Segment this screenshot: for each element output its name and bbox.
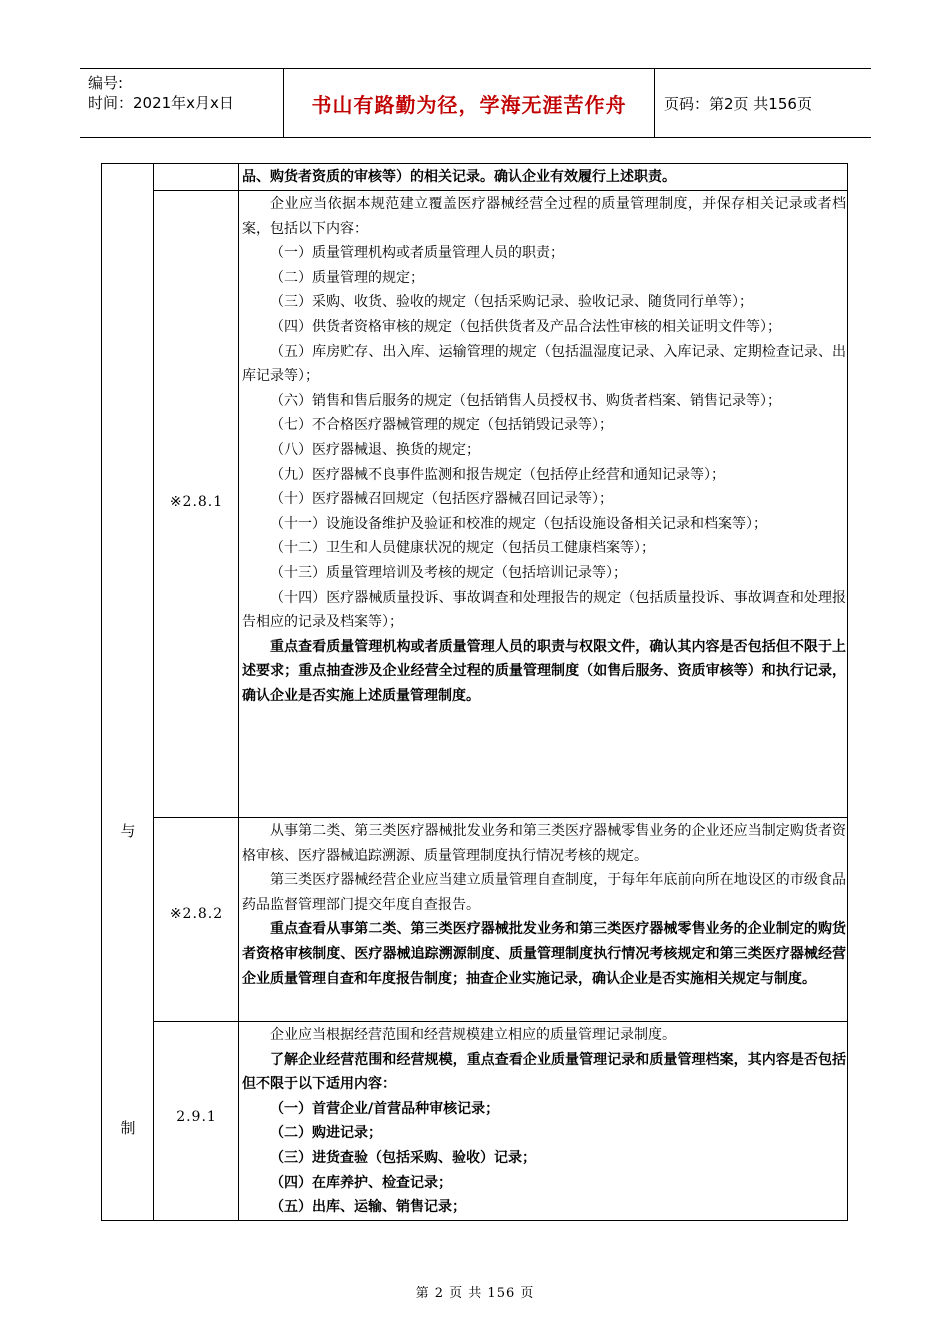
paragraph: 企业应当依据本规范建立覆盖医疗器械经营全过程的质量管理制度，并保存相关记录或者档案，包括以下内容： (242, 196, 846, 237)
paragraph: （五）库房贮存、出入库、运输管理的规定（包括温湿度记录、入库记录、定期检查记录、出库记录等）； (242, 343, 846, 385)
number-label: 编号: (88, 74, 124, 92)
row-divider (154, 817, 848, 818)
section-char: 制 (120, 1119, 136, 1137)
paragraph: （五）出库、运输、销售记录； (270, 1199, 466, 1216)
paragraph: （一）首营企业/首营品种审核记录； (270, 1100, 500, 1117)
paragraph: （三）进货查验（包括采购、验收）记录； (270, 1149, 536, 1166)
paragraph: （九）医疗器械不良事件监测和报告规定（包括停止经营和通知记录等）； (270, 466, 725, 483)
paragraph: 第三类医疗器械经营企业应当建立质量管理自查制度，于每年年底前向所在地设区的市级食品药品监督管理部门提交年度自查报告。 (242, 872, 846, 913)
paragraph: （七）不合格医疗器械管理的规定（包括销毁记录等）； (270, 417, 613, 434)
header-meta (88, 73, 234, 113)
section-char: 与 (120, 822, 136, 840)
paragraph: （四）供货者资格审核的规定（包括供货者及产品合法性审核的相关证明文件等）； (270, 318, 781, 335)
paragraph: （二）购进记录； (270, 1125, 382, 1142)
item-code: 2.9.1 (176, 1109, 217, 1125)
paragraph: 企业应当根据经营范围和经营规模建立相应的质量管理记录制度。 (270, 1027, 676, 1043)
item-code: ※2.8.1 (169, 494, 224, 510)
paragraph: 了解企业经营范围和经营规模，重点查看企业质量管理记录和质量管理档案，其内容是否包括但不限于以下适用内容： (242, 1051, 846, 1093)
paragraph: 品、购货者资质的审核等）的相关记录。确认企业有效履行上述职责。 (242, 169, 676, 185)
row-divider (154, 190, 848, 191)
header-divider (654, 69, 655, 137)
paragraph: （十）医疗器械召回规定（包括医疗器械召回记录等）； (270, 491, 613, 508)
paragraph: （十四）医疗器械质量投诉、事故调查和处理报告的规定（包括质量投诉、事故调查和处理报告相应的记录及档案等）； (242, 589, 846, 631)
time-label: 时间：2021年x月x日 (88, 94, 234, 112)
paragraph: （一）质量管理机构或者质量管理人员的职责； (270, 245, 564, 262)
paragraph: （二）质量管理的规定； (270, 269, 424, 286)
paragraph: 从事第二类、第三类医疗器械批发业务和第三类医疗器械零售业务的企业还应当制定购货者资格审核、医疗器械追踪溯源、质量管理制度执行情况考核的规定。 (242, 823, 846, 864)
inspection-table (101, 163, 848, 1221)
column-divider (153, 164, 154, 1220)
header-motto: 书山有路勤为径，学海无涯苦作舟 (311, 93, 627, 117)
document-header (80, 68, 871, 138)
paragraph: （四）在库养护、检查记录； (270, 1174, 452, 1191)
paragraph: 重点查看质量管理机构或者质量管理人员的职责与权限文件，确认其内容是否包括但不限于上述要求；重点抽查涉及企业经营全过程的质量管理制度（如售后服务、资质审核等）和执行记录，确认企业是否实施上述质量管理制度。 (242, 638, 846, 704)
item-code: ※2.8.2 (169, 906, 224, 922)
table-row-content (239, 192, 848, 708)
table-row-content (239, 819, 848, 991)
paragraph: 重点查看从事第二类、第三类医疗器械批发业务和第三类医疗器械零售业务的企业制定的购货者资格审核制度、医疗器械追踪溯源制度、质量管理制度执行情况考核规定和第三类医疗器械经营企业质量管理自查和年度报告制度；抽查企业实施记录，确认企业是否实施相关规定与制度。 (242, 921, 846, 987)
page-footer: 第 2 页 共 156 页 (415, 1286, 535, 1301)
table-row-content (239, 165, 848, 190)
paragraph: （十三）质量管理培训及考核的规定（包括培训记录等）； (270, 564, 627, 581)
paragraph: （八）医疗器械退、换货的规定； (270, 441, 480, 458)
header-page-info: 页码：第2页 共156页 (664, 95, 812, 113)
paragraph: （十一）设施设备维护及验证和校准的规定（包括设施设备相关记录和档案等）； (270, 515, 767, 532)
paragraph: （六）销售和售后服务的规定（包括销售人员授权书、购货者档案、销售记录等）； (270, 392, 781, 409)
table-row-content (239, 1023, 848, 1220)
paragraph: （十二）卫生和人员健康状况的规定（包括员工健康档案等）； (270, 540, 655, 557)
row-divider (154, 1021, 848, 1022)
paragraph: （三）采购、收货、验收的规定（包括采购记录、验收记录、随货同行单等）； (270, 294, 753, 311)
